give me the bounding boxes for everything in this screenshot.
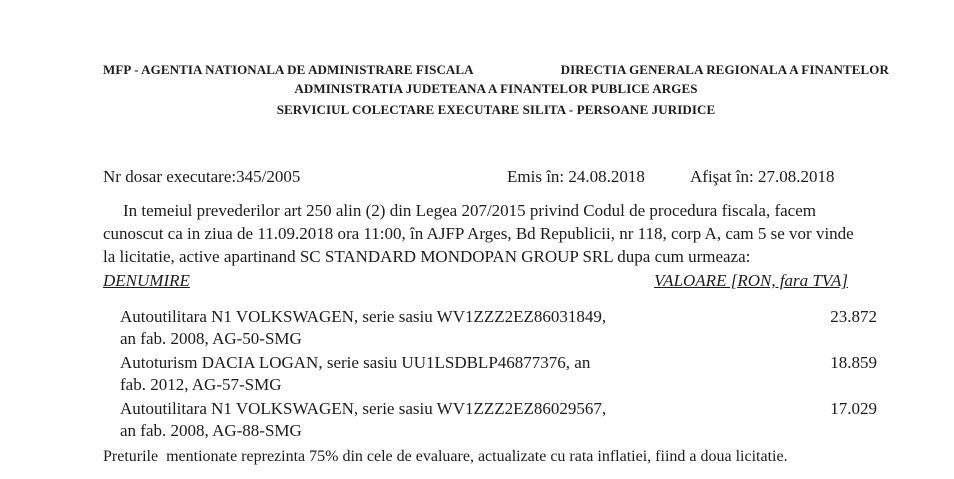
table-row [103,398,933,442]
asset-description-line: fab. 2012, AG-57-SMG [120,375,282,394]
posted-date: Afişat în: 27.08.2018 [690,167,835,186]
asset-value: 17.029 [830,399,877,418]
column-header-valoare: VALOARE [RON, fara TVA] [654,271,848,290]
table-header-row [103,271,933,295]
price-note: Preturile mentionate reprezinta 75% din cele de evaluare, actualizate cu rata inflatiei, fiind a doua licitatie. [103,448,788,465]
intro-paragraph [103,199,943,268]
asset-description [120,306,760,350]
asset-description-line: an fab. 2008, AG-50-SMG [120,329,302,348]
asset-value: 23.872 [830,307,877,326]
asset-description-line: Autoutilitara N1 VOLKSWAGEN, serie sasiu WV1ZZZ2EZ86029567, [120,399,607,418]
org-header-county: ADMINISTRATIA JUDETEANA A FINANTELOR PUBLICE ARGES [294,81,698,96]
asset-table [103,306,933,444]
column-header-denumire: DENUMIRE [103,271,190,290]
table-row [103,352,933,396]
intro-line: cunoscut ca in ziua de 11.09.2018 ora 11:00, în AJFP Arges, Bd Republicii, nr 118, corp A, cam 5 se vor vinde [103,224,854,243]
org-header-service: SERVICIUL COLECTARE EXECUTARE SILITA - PERSOANE JURIDICE [276,102,716,117]
org-header-left: MFP - AGENTIA NATIONALA DE ADMINISTRARE FISCALA [103,62,474,77]
issued-date: Emis în: 24.08.2018 [507,167,645,186]
case-info-row [103,167,933,189]
intro-line: la licitatie, active apartinand SC STANDARD MONDOPAN GROUP SRL dupa cum urmeaza: [103,247,751,266]
case-number: Nr dosar executare:345/2005 [103,167,301,186]
asset-description-line: Autoutilitara N1 VOLKSWAGEN, serie sasiu WV1ZZZ2EZ86031849, [120,307,607,326]
intro-line: In temeiul prevederilor art 250 alin (2) din Legea 207/2015 privind Codul de procedura fiscala, facem [123,201,816,220]
asset-description [120,398,760,442]
table-row [103,306,933,350]
asset-description-line: an fab. 2008, AG-88-SMG [120,421,302,440]
org-header-right: DIRECTIA GENERALA REGIONALA A FINANTELOR [560,62,889,77]
org-header-row [103,62,889,78]
asset-description [120,352,760,396]
asset-description-line: Autoturism DACIA LOGAN, serie sasiu UU1LSDBLP46877376, an [120,353,591,372]
asset-value: 18.859 [830,353,877,372]
